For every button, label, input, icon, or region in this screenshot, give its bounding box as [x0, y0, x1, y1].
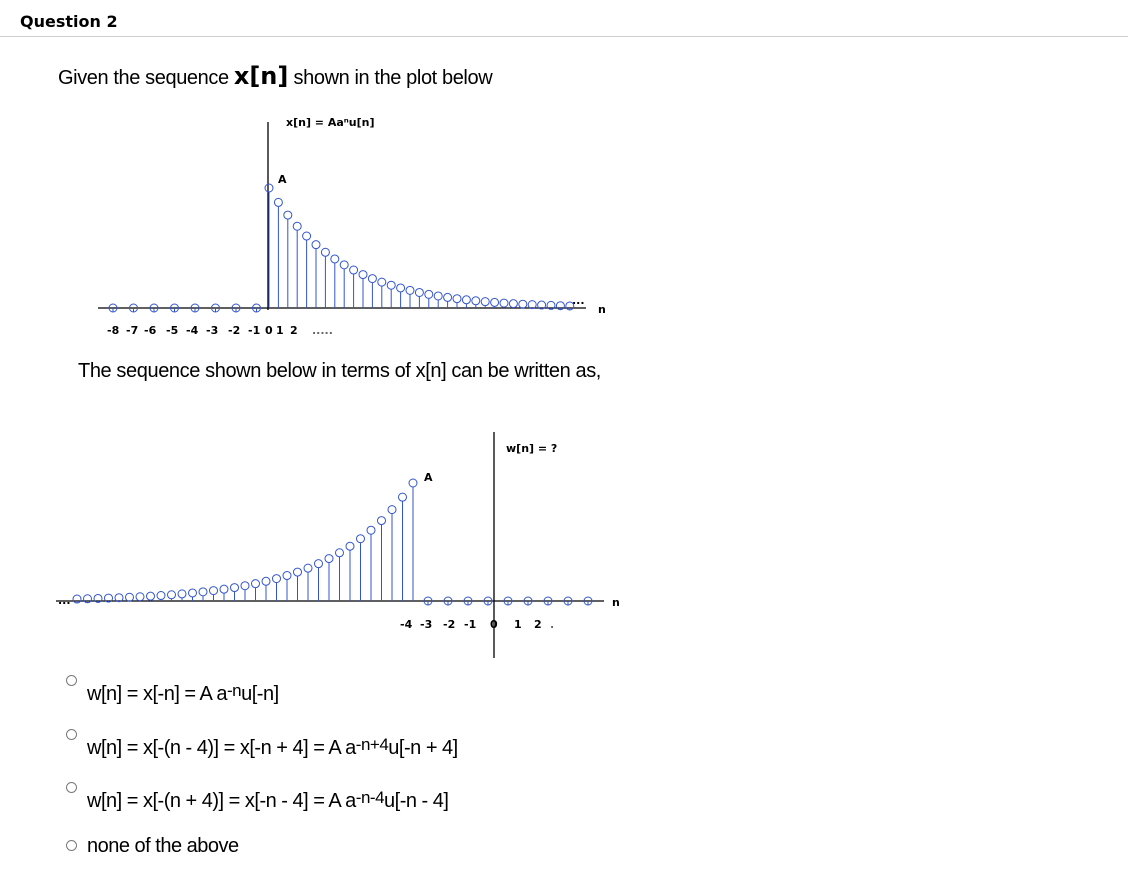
- plot2-decaying-samples: [73, 479, 417, 603]
- option-d-label: none of the above: [87, 835, 239, 857]
- plot2-sample: [199, 588, 207, 601]
- plot1-sample: [321, 248, 329, 308]
- plot2-sample: [241, 582, 249, 601]
- plot2-sample: [252, 580, 260, 601]
- plot2-zero-sample: [464, 597, 472, 605]
- plot1-title: x[n] = Aaⁿu[n]: [286, 116, 375, 129]
- plot2-tick-label: 1: [514, 618, 522, 631]
- plot1-sample: [500, 299, 508, 308]
- plot1-sample: [284, 211, 292, 308]
- question-prompt: [58, 62, 492, 90]
- plot2-zero-sample: [444, 597, 452, 605]
- plot2-amplitude-label: A: [424, 471, 433, 484]
- plot1-tick-label: .....: [312, 324, 333, 337]
- plot1-sample: [425, 290, 433, 308]
- plot2-sample: [84, 595, 92, 603]
- plot1-ellipsis: ...: [572, 294, 585, 307]
- option-c-label: w[n] = x[-(n + 4)] = x[-n - 4] = A $a^{-n-4}u[-n - 4]$: [87, 788, 449, 812]
- plot1-zero-sample: [171, 304, 179, 312]
- plot1-zero-sample: [150, 304, 158, 312]
- plot1-tick-label: -8: [107, 324, 120, 337]
- plot2-sample: [210, 587, 218, 601]
- radio-button[interactable]: [66, 729, 77, 740]
- plot2-tick-label: -3: [420, 618, 433, 631]
- plot1-tick-label: 2: [290, 324, 298, 337]
- plot1-negative-samples: [109, 304, 261, 312]
- plot1-tick-labels: [107, 324, 333, 337]
- plot1-tick-label: -4: [186, 324, 199, 337]
- plot2-tick-label: -1: [464, 618, 477, 631]
- plot2-sample: [357, 535, 365, 601]
- plot2-sample: [304, 564, 312, 601]
- plot2-sample: [220, 585, 228, 601]
- plot1-sample: [331, 255, 339, 308]
- plot2-zero-samples: [424, 597, 592, 605]
- plot2-sample: [283, 572, 291, 601]
- plot1-amplitude-label: A: [278, 173, 287, 186]
- plot2-sample: [73, 595, 81, 603]
- plot2-sample: [94, 594, 102, 602]
- plot1-sample: [453, 295, 461, 308]
- plot1-sample: [265, 184, 273, 308]
- plot1-sample: [509, 300, 517, 308]
- plot2-sample: [105, 594, 113, 602]
- plot2-sample: [346, 542, 354, 601]
- plot2-sample: [168, 591, 176, 601]
- plot1-sample: [274, 198, 282, 308]
- prompt-sequence: x[n]: [233, 62, 289, 90]
- plot2-zero-sample: [544, 597, 552, 605]
- question-header: [0, 0, 1128, 37]
- plot1-positive-samples: [265, 184, 574, 310]
- plot1-zero-sample: [253, 304, 261, 312]
- plot1-tick-label: 1: [276, 324, 284, 337]
- plot1-sample: [481, 298, 489, 308]
- plot1-sample: [491, 298, 499, 308]
- plot2-sample: [178, 590, 186, 601]
- plot2-zero-sample: [584, 597, 592, 605]
- plot1-sample: [406, 286, 414, 308]
- plot1-sample: [293, 222, 301, 308]
- prompt-text-end: shown in the plot below: [288, 67, 493, 89]
- plot2-zero-sample: [484, 597, 492, 605]
- plot1-zero-sample: [191, 304, 199, 312]
- plot1-zero-sample: [212, 304, 220, 312]
- plot1-axis-label: n: [598, 303, 606, 316]
- plot2-tick-label: -4: [400, 618, 413, 631]
- plot1-sample: [415, 288, 423, 308]
- plot1-tick-label: -7: [126, 324, 139, 337]
- plot1-tick-label: 0: [265, 324, 273, 337]
- plot2-zero-sample: [564, 597, 572, 605]
- plot2-sample: [378, 517, 386, 601]
- plot2-sample: [189, 589, 197, 601]
- plot1-zero-sample: [109, 304, 117, 312]
- plot2-axis-label: n: [612, 596, 620, 609]
- plot1-sample: [444, 293, 452, 308]
- plot2-sample: [273, 575, 281, 601]
- plot1-tick-label: -5: [166, 324, 179, 337]
- plot1-sample: [359, 271, 367, 308]
- plot1-tick-label: -1: [248, 324, 261, 337]
- plot1-sample: [566, 302, 574, 310]
- plot2-sample: [315, 560, 323, 601]
- plot1-sample: [397, 284, 405, 308]
- prompt-text: Given the sequence: [58, 67, 234, 89]
- plot1-sample: [547, 301, 555, 309]
- option-d[interactable]: [66, 835, 239, 858]
- plot2-title: w[n] = ?: [506, 442, 558, 455]
- plot1-sample: [538, 301, 546, 309]
- plot2-zero-sample: [504, 597, 512, 605]
- plot1-sample: [472, 297, 480, 308]
- plot2-sample: [399, 493, 407, 601]
- plot1-tick-label: -3: [206, 324, 219, 337]
- plot2-sample: [231, 584, 239, 601]
- plot2-tick-labels: [400, 618, 554, 631]
- plot1-tick-label: -6: [144, 324, 157, 337]
- plot2-sample: [367, 526, 375, 601]
- plot1-zero-sample: [130, 304, 138, 312]
- plot2-sample: [262, 577, 270, 601]
- plot2-sample: [325, 555, 333, 601]
- option-c[interactable]: [66, 790, 448, 813]
- plot2-sample: [388, 506, 396, 601]
- plot1-sample: [387, 281, 395, 308]
- plot1-zero-sample: [232, 304, 240, 312]
- plot2-zero-sample: [424, 597, 432, 605]
- plot2-tick-label: -2: [443, 618, 456, 631]
- plot2-zero-sample: [524, 597, 532, 605]
- plot2-sample: [294, 568, 302, 601]
- option-b-label: w[n] = x[-(n - 4)] = x[-n + 4] = A $a^{-n+4}u[-n + 4]$: [87, 735, 458, 759]
- plot2-sample: [157, 592, 165, 601]
- question-subprompt: The sequence shown below in terms of x[n] can be written as,: [78, 360, 601, 382]
- plot2-tick-label: 2: [534, 618, 542, 631]
- plot2-tick-label: .: [550, 618, 555, 631]
- plot1-sample: [378, 278, 386, 308]
- plot1-tick-label: -2: [228, 324, 241, 337]
- option-b[interactable]: [66, 737, 458, 760]
- option-a[interactable]: [66, 683, 279, 706]
- question-title: Question 2: [20, 12, 118, 31]
- plot2-sample: [115, 594, 123, 602]
- radio-button[interactable]: [66, 782, 77, 793]
- plot2-sample: [126, 593, 134, 601]
- plot1-sample: [462, 296, 470, 308]
- plot1-sample: [303, 232, 311, 308]
- plot1-sample: [528, 301, 536, 309]
- plot2-sample: [409, 479, 417, 601]
- plot1-sample: [312, 241, 320, 308]
- plot2-sample: [136, 593, 144, 601]
- plot2-sample: [336, 549, 344, 601]
- plot1-sample: [519, 300, 527, 308]
- option-a-label: w[n] = x[-n] = A $a^{-n}u[-n]$: [87, 681, 279, 705]
- plot2-sample: [147, 592, 155, 601]
- radio-button[interactable]: [66, 675, 77, 686]
- plot1-sample: [434, 292, 442, 308]
- plot1-sample: [368, 275, 376, 308]
- plot1-sample: [340, 261, 348, 308]
- plot2-tick-label: 0: [490, 618, 498, 631]
- radio-button[interactable]: [66, 840, 77, 851]
- plot1-sample: [350, 266, 358, 308]
- plot1-sample: [556, 302, 564, 310]
- plot2-ellipsis: ...: [58, 594, 71, 607]
